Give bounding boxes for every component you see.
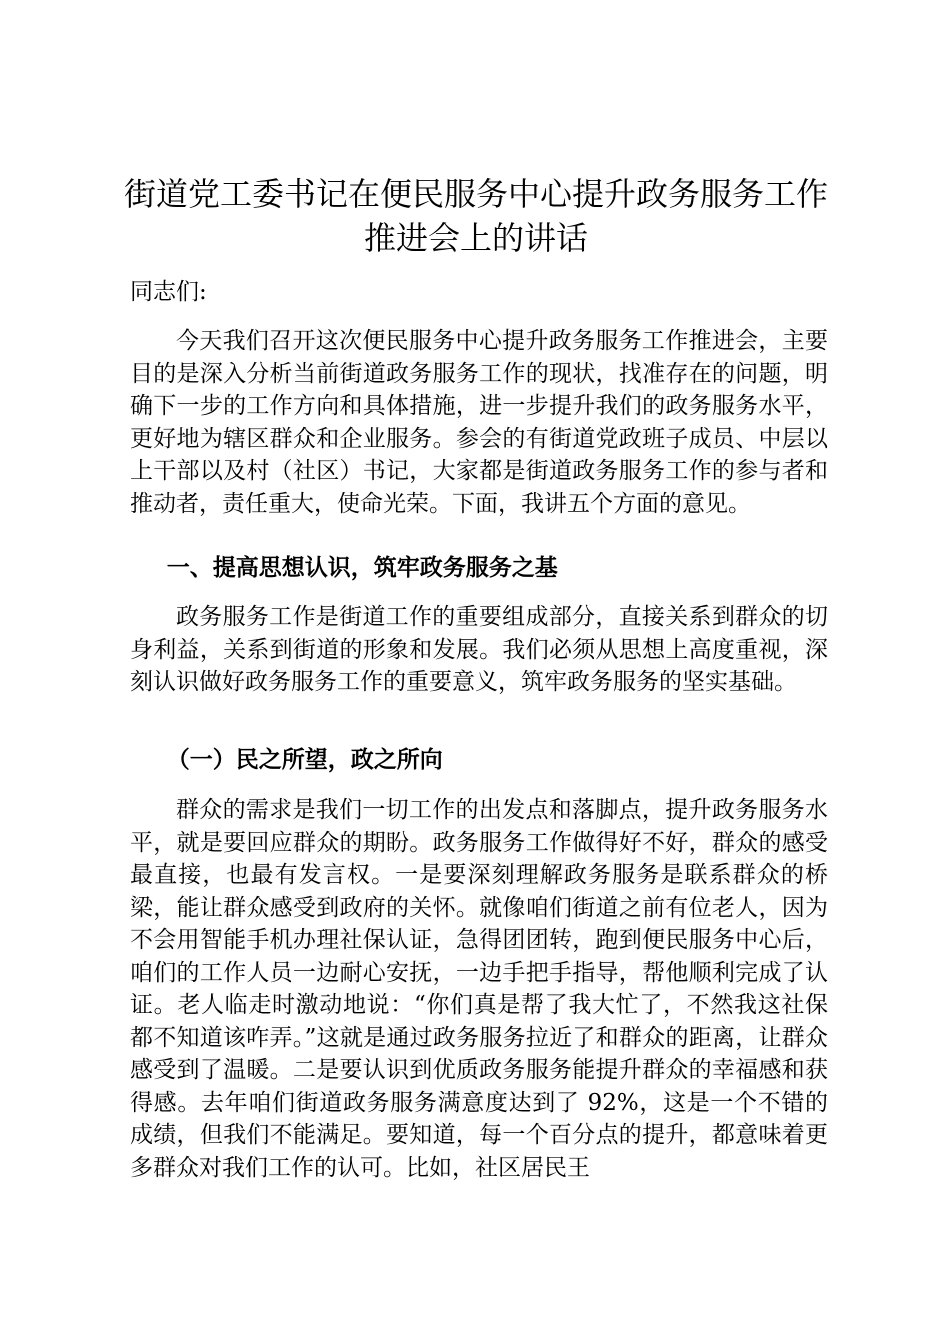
paragraph-section-1: 政务服务工作是街道工作的重要组成部分，直接关系到群众的切身利益，关系到街道的形象和发展。我们必须从思想上高度重视，深刻认识做好政务服务工作的重要意义，筑牢政务服务的坚实基础。: [130, 604, 828, 695]
salutation: 同志们:: [130, 279, 207, 305]
paragraph-intro: 今天我们召开这次便民服务中心提升政务服务工作推进会，主要目的是深入分析当前街道政务服务工作的现状，找准存在的问题，明确下一步的工作方向和具体措施，进一步提升我们的政务服务水平，更好地为辖区群众和企业服务。参会的有街道党政班子成员、中层以上干部以及村（社区）书记，大家都是街道政务服务工作的参与者和推动者，责任重大，使命光荣。下面，我讲五个方面的意见。: [130, 328, 828, 517]
section-heading-1: 一、提高思想认识，筑牢政务服务之基: [166, 555, 558, 581]
document-title: 街道党工委书记在便民服务中心提升政务服务工作推进会上的讲话: [123, 175, 828, 257]
paragraph-subsection-1: 群众的需求是我们一切工作的出发点和落脚点，提升政务服务水平，就是要回应群众的期盼。政务服务工作做得好不好，群众的感受最直接，也最有发言权。一是要深刻理解政务服务是联系群众的桥梁，能让群众感受到政府的关怀。就像咱们街道之前有位老人，因为不会用智能手机办理社保认证，急得团团转，跑到便民服务中心后，咱们的工作人员一边耐心安抚，一边手把手指导，帮他顺利完成了认证。老人临走时激动地说：“你们真是帮了我大忙了，不然我这社保都不知道该咋弄。”这就是通过政务服务拉近了和群众的距离，让群众感受到了温暖。二是要认识到优质政务服务能提升群众的幸福感和获得感。去年咱们街道政务服务满意度达到了 92%，这是一个不错的成绩，但我们不能满足。要知道，每一个百分点的提升，都意味着更多群众对我们工作的认可。比如，社区居民王: [130, 797, 828, 1181]
subsection-heading-1: （一）民之所望，政之所向: [166, 747, 443, 773]
